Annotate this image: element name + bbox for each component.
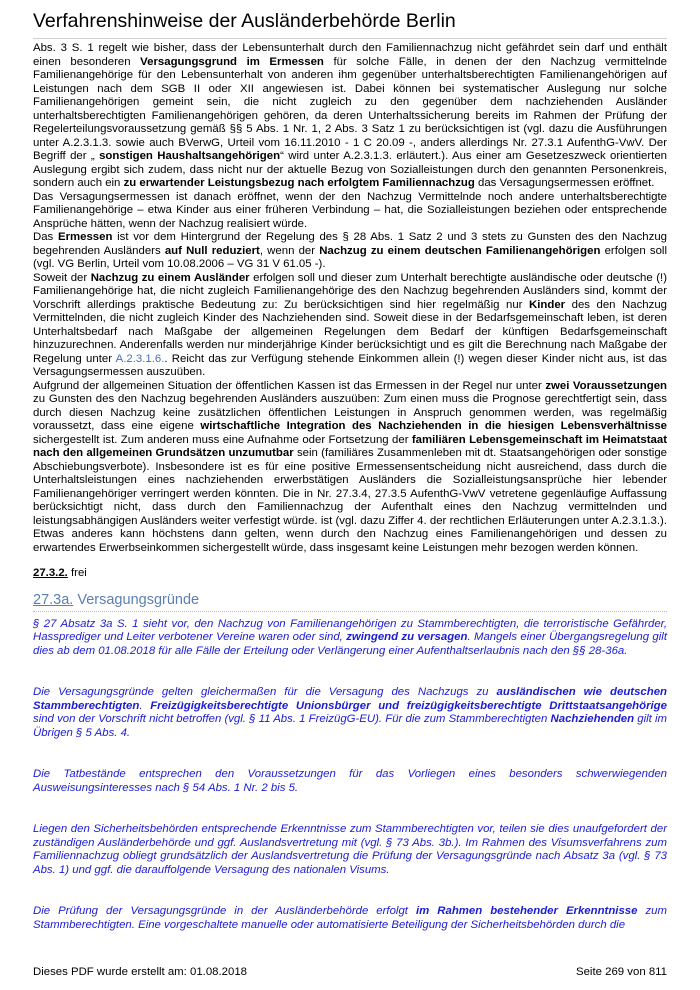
page-title: Verfahrenshinweise der Ausländerbehörde Berlin (33, 10, 667, 39)
paragraph: Die Versagungsgründe gelten gleichermaßen für die Versagung des Nachzugs zu ausländischen wie deutschen Stammberechtigten. Freizügigkeitsberechtigte Unionsbürger und freizügigkeitsberechtigte Drittstaatsangehörige sind von der Vorschrift nicht betroffen (vgl. § 11 Abs. 1 FreizügG-EU). Für die zum Stammberechtigten Nachziehenden gilt im Übrigen § 5 Abs. 4. (33, 686, 667, 739)
paragraph: Die Tatbestände entsprechen den Voraussetzungen für das Vorliegen eines besonders schwerwiegenden Ausweisungsinteresses nach § 54 Abs. 1 Nr. 2 bis 5. (33, 768, 667, 794)
document-body (33, 42, 667, 932)
subsection-number[interactable]: 27.3.2. (33, 567, 68, 579)
paragraph: Die Prüfung der Versagungsgründe in der Ausländerbehörde erfolgt im Rahmen bestehender Erkenntnisse zum Stammberechtigten. Eine vorgeschaltete manuelle oder automatisierte Beteiligung der Sicherheitsbehörden durch die (33, 905, 668, 931)
paragraph: Das Versagungsermessen ist danach eröffnet, wenn der den Nachzug Vermittelnde noch andere unterhaltsberechtigte Familienangehörige – etwa Kinder aus einer früheren Verbindung – hat, die Sozialleistungen beziehen oder entsprechende Ansprüche hätten, wenn der Nachzug realisiert würde. (33, 190, 667, 230)
paragraph: § 27 Absatz 3a S. 1 sieht vor, den Nachzug von Familienangehörigen zu Stammberechtigten, die terroristische Gefährder, Hassprediger und Leiter verbotener Vereine waren oder sind, zwingend zu versagen. Mangels einer Übergangsregelung gilt dies ab dem 01.08.2018 für alle Fälle der Erteilung oder Verlängerung einer Aufenthaltserlaubnis nach den §§ 28-36a. (33, 617, 667, 657)
section-number-link[interactable]: 27.3a. (33, 591, 74, 608)
paragraph: Liegen den Sicherheitsbehörden entsprechende Erkenntnisse zum Stammberechtigten vor, teilen sie dies unaufgefordert der zuständigen Ausländerbehörde und ggf. Auslandsvertretung mit (vgl. § 73 Abs. 3b.). Im Rahmen des Visumsverfahrens zum Familiennachzug obliegt grundsätzlich der Auslandsvertretung die Prüfung der Versagungsgründe nach Absatz 3a (vgl. § 73 Abs. 1) und ggf. die darauffolgende Versagung des nationalen Visums. (33, 823, 667, 876)
paragraph: Soweit der Nachzug zu einem Ausländer erfolgen soll und dieser zum Unterhalt berechtigte ausländische oder deutsche (!) Familienangehörige hat, die nicht zugleich Familienangehörige des den Nachzug begehrenden Ausländers sind, kommt der Vorschrift allerdings praktische Bedeutung zu: Zu berücksichtigen sind hier regelmäßig nur Kinder des den Nachzug Vermittelnden, die nicht zugleich Kinder des Nachziehenden sind. Soweit diese in der Bedarfsgemeinschaft leben, ist deren Unterhaltsbedarf nach Maßgabe der allgemeinen Regelungen dem Bedarf der künftigen Bedarfsgemeinschaft hinzuzurechnen. Anderenfalls werden nur minderjährige Kinder berücksichtigt und es gilt die Berechnung nach Maßgabe der Regelung unter A.2.3.1.6.. Reicht das zur Verfügung stehende Einkommen allein (!) wegen dieser Kinder nicht aus, ist das Versagungsermessen auszuüben. (33, 271, 667, 378)
creation-date: Dieses PDF wurde erstellt am: 01.08.2018 (33, 966, 247, 978)
paragraph: Aufgrund der allgemeinen Situation der öffentlichen Kassen ist das Ermessen in der Regel nur unter zwei Voraussetzungen zu Gunsten des den Nachzug begehrenden Ausländers auszuüben: Zum einen muss die Prognose gerechtfertigt sein, dass durch diesen Nachzug keine zusätzlichen öffentlichen Leistungen in Anspruch genommen werden, was regelmäßig voraussetzt, dass eine eigene wirtschaftliche Integration des Nachziehenden in die hiesigen Lebensverhältnisse sichergestellt ist. Zum anderen muss eine Aufnahme oder Fortsetzung der familiären Lebensgemeinschaft im Heimatstaat nach den allgemeinen Grundsätzen unzumutbar sein (familiäres Zusammenleben mit dt. Staatsangehörigen oder sonstige Abschiebungsverbote). Insbesondere ist es für eine positive Ermessensentscheidung nicht ausreichend, dass durch die Unterhaltsleistungen eines nachziehenden erwerbstätigen Ausländers die Sozialleistungsansprüche hier lebender Familienangehöriger verringert werden könnten. Die in Nr. 27.3.4, 27.3.5 AufenthG-VwV vetretene gegenläufige Auffassung berücksichtigt nicht, dass durch den Familiennachzug der Aufenthalt eines den Nachzug vermittelnden und leistungsabhängigen Ausländers weiter verfestigt würde. ist (vgl. dazu Ziffer 4. der rechtlichen Erläuterungen unter A.2.3.1.3.). Etwas anderes kann höchstens dann gelten, wenn durch den Nachzug eines Familienangehörigen und dessen zu erwartendes Erwerbseinkommen sichergestellt würde, dass insgesamt keine Leistungen mehr bezogen werden können. (33, 379, 667, 554)
reference-link[interactable]: A.2.3.1.6. (115, 352, 165, 365)
page-footer (33, 966, 667, 978)
page-number: Seite 269 von 811 (576, 966, 667, 978)
subsection-27-3-2: 27.3.2. frei (33, 567, 87, 579)
section-heading: 27.3a. Versagungsgründe (33, 592, 667, 612)
paragraph: Das Ermessen ist vor dem Hintergrund der Regelung des § 28 Abs. 1 Satz 2 und 3 stets zu Gunsten des den Nachzug begehrenden Ausländers auf Null reduziert, wenn der Nachzug zu einem deutschen Familienangehörigen erfolgen soll (vgl. VG Berlin, Urteil vom 10.08.2006 – VG 31 V 61.05 -). (33, 231, 668, 270)
paragraph: Abs. 3 S. 1 regelt wie bisher, dass der Lebensunterhalt durch den Familiennachzug nicht gefährdet sein darf und enthält einen besonderen Versagungsgrund im Ermessen für solche Fälle, in denen der den Nachzug vermittelnde Familienangehörige für den Lebensunterhalt von anderen ihm gegenüber unterhaltsberechtigten Familienangehörigen auf Leistungen nach dem SGB II oder XII angewiesen ist. Dabei können bei systematischer Auslegung nur solche Familienangehörigen gemeint sein, die nicht zugleich zu den gegenüber dem nachziehenden Ausländer unterhaltsberechtigten Familienangehörigen gehören, da deren Unterhaltssicherung bereits im Rahmen der Prüfung der Regelerteilungsvoraussetzung gemäß §§ 5 Abs. 1 Nr. 1, 2 Abs. 3 Satz 1 zu berücksichtigen ist (vgl. dazu die Ausführungen unter A.2.3.1.3. sowie auch BVerwG, Urteil vom 16.11.2010 - 1 C 20.09 -, anders allerdings Nr. 27.3.1 AufenthG-VwV. Der Begriff der „ sonstigen Haushaltsangehörigen“ wird unter A.2.3.1.3. erläutert.). Aus einer am Gesetzeszweck orientierten Auslegung ergibt sich zudem, dass nicht nur der aktuelle Bezug von Sozialleistungen durch den genannten Personenkreis, sondern auch ein zu erwartender Leistungsbezug nach erfolgtem Familiennachzug das Versagungsermessen eröffnet. (33, 42, 668, 189)
